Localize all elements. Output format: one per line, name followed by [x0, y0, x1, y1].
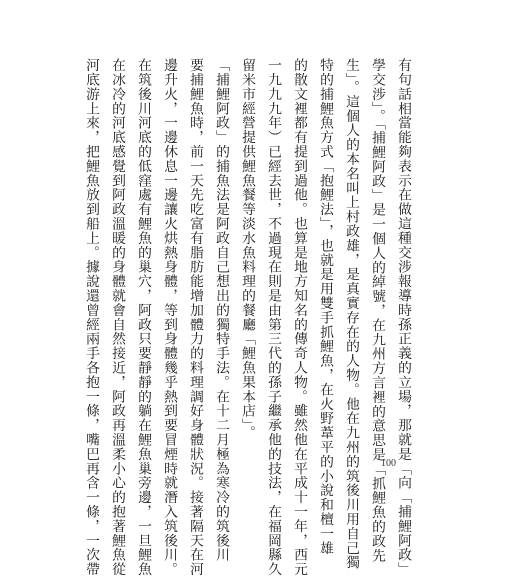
- text-line-12: 在冰冷的河底感覺到阿政溫暖的身體就會自然接近，阿政再溫柔小心的抱著鯉魚從: [109, 58, 125, 576]
- text-line-4: 特的捕鯉魚方式「抱鯉法」，也就是用雙手抓鯉魚，在火野葦平的小說和檀一雄: [317, 58, 333, 556]
- page-number: 100: [381, 458, 396, 469]
- text-line-13: 河底游上來，把鯉魚放到船上。據說還曾經兩手各抱一條，嘴巴再含一條，一次帶: [83, 58, 99, 576]
- text-line-6: 一九九九年）已經去世，不過現在則是由第三代的孫子繼承他的技法，在福岡縣久: [265, 58, 281, 576]
- text-line-11: 在筑後川河底的低窪處有鯉魚的巢穴，阿政只要靜靜的躺在鯉魚巢旁邊，一旦鯉魚: [135, 58, 151, 576]
- text-line-1: 有句話相當能夠表示在做這種交涉報導時孫正義的立場，那就是「向「捕鯉阿政」: [395, 58, 411, 576]
- text-line-2: 學交涉」。「捕鯉阿政」是一個人的綽號，在九州方言裡的意思是「抓鯉魚的政先: [369, 58, 385, 563]
- text-line-10: 邊升火，一邊休息一邊讓火烘熱身體，等到身體幾乎熱到要冒煙時就潛入筑後川。: [161, 58, 177, 576]
- text-line-7: 留米市經營提供鯉魚餐等淡水魚料理的餐廳「鯉魚果本店」。: [239, 58, 255, 440]
- body-text: [78, 58, 416, 576]
- text-line-5: 的散文裡都有提到過他。也算是地方知名的傳奇人物。雖然他在平成十一年，西元: [291, 58, 307, 576]
- text-line-9: 要捕鯉魚時，前一天先吃富有脂肪能增加體力的料理調好身體狀況。接著隔天在河: [187, 58, 203, 576]
- text-line-3: 生」。這個人的本名叫上村政雄，是真實存在的人物。他在九州的筑後川用自己獨: [343, 58, 359, 570]
- text-line-8: 「捕鯉阿政」的捕魚法是阿政自己想出的獨特手法。在十二月極為寒冷的筑後川: [213, 58, 229, 562]
